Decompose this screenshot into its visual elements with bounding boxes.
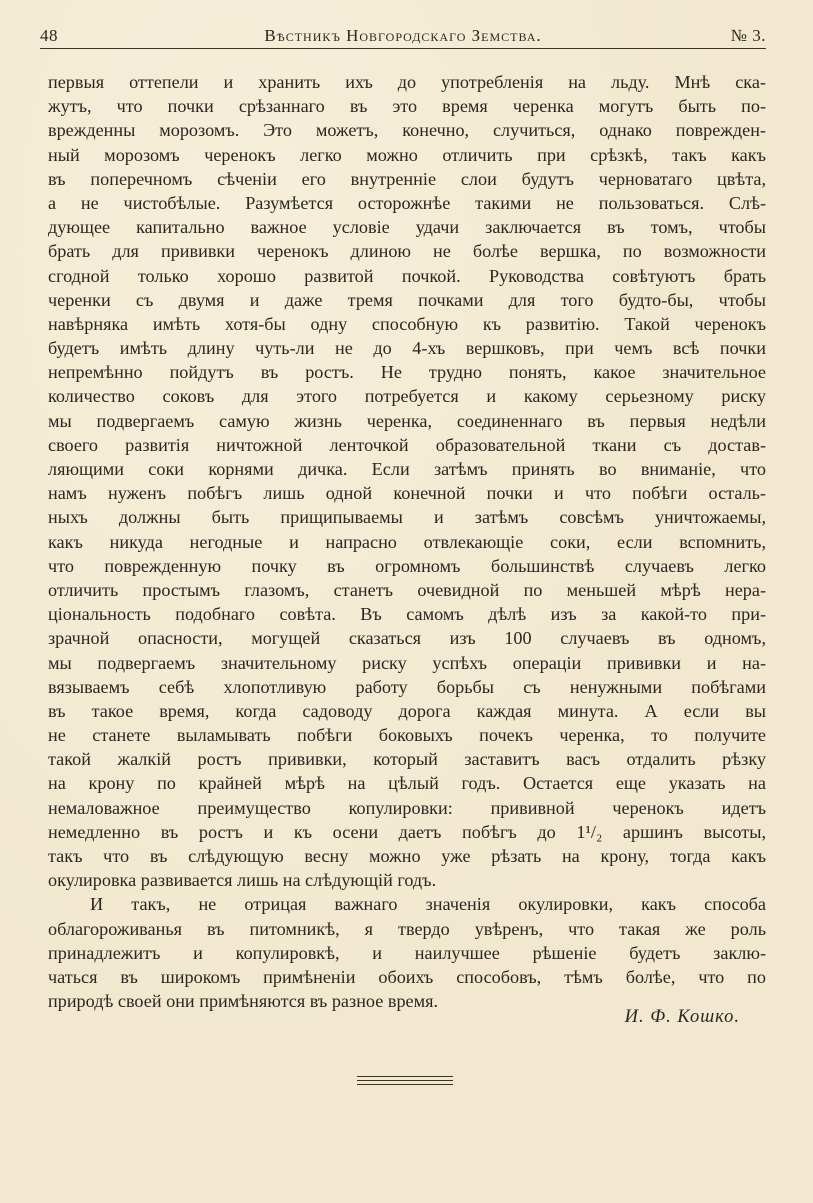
- text-line: ляющими соки корнями дичка. Если затѣмъ принять во вниманіе, что: [48, 459, 766, 479]
- text-line: жутъ, что почки срѣзаннаго въ это время черенка могутъ быть по-: [48, 96, 766, 117]
- issue-number: № 3.: [730, 26, 766, 45]
- text-line: принадлежитъ и копулировкѣ, и наилучшее рѣшеніе будетъ заклю-: [48, 942, 766, 963]
- text-line: сгодной только хорошо развитой почкой. Руководства совѣтуютъ брать: [48, 265, 766, 286]
- text-line: своего развитія ничтожной ленточкой образовательной ткани съ достав-: [48, 434, 766, 455]
- text-line: чаться въ широкомъ примѣненіи обоихъ способовъ, тѣмъ болѣе, что по: [48, 966, 766, 987]
- text-line: И такъ, не отрицая важнаго значенія окулировки, какъ способа: [90, 894, 766, 915]
- text-line: природѣ своей они примѣняются въ разное время.: [48, 991, 439, 1012]
- text-line: такой жалкій ростъ прививки, который заставитъ васъ отдалить рѣзку: [48, 749, 766, 770]
- text-line: непремѣнно пойдутъ въ ростъ. Не трудно понять, какое значительное: [48, 362, 766, 383]
- text-line: первыя оттепели и хранить ихъ до употребленія на льду. Мнѣ ска-: [48, 72, 766, 92]
- text-line: въ такое время, когда садоводу дорога каждая минута. А если вы: [48, 700, 766, 721]
- text-line: дующее капитально важное условіе удачи заключается въ томъ, чтобы: [48, 217, 766, 238]
- text-line: врежденны морозомъ. Это можетъ, конечно, случиться, однако поврежден-: [48, 120, 766, 141]
- text-line: вязываемъ себѣ хлопотливую работу борьбы съ ненужными побѣгами: [48, 676, 766, 697]
- end-rule: [357, 1080, 453, 1081]
- text-line: что поврежденную почку въ огромномъ большинствѣ случаевъ легко: [48, 555, 766, 576]
- text-line: черенки съ двумя и даже тремя почками для того будто-бы, чтобы: [48, 289, 766, 310]
- author-signature: И. Ф. Кошко.: [624, 1007, 740, 1027]
- text-line: намъ нуженъ побѣгъ лишь одной конечной почки и что побѣги осталь-: [48, 483, 766, 504]
- text-line: въ поперечномъ сѣченіи его внутренніе слои будутъ черноватаго цвѣта,: [48, 168, 766, 189]
- text-line: какъ никуда негодные и напрасно отвлекающіе соки, если вспомнить,: [48, 531, 766, 552]
- text-line: на крону по крайней мѣрѣ на цѣлый годъ. Остается еще указать на: [48, 773, 766, 794]
- header-rule: [40, 48, 766, 49]
- running-header: [40, 22, 766, 48]
- text-line: брать для прививки черенокъ длиною не болѣе вершка, по возможности: [48, 241, 766, 262]
- text-line: отличить простымъ глазомъ, станетъ очевидной по меньшей мѣрѣ нера-: [48, 579, 766, 600]
- page-number: 48: [40, 26, 58, 45]
- text-line: ный морозомъ черенокъ легко можно отличить при срѣзкѣ, такъ какъ: [48, 144, 766, 165]
- text-line: мы подвергаемъ самую жизнь черенка, соединеннаго въ первыя недѣли: [48, 410, 766, 431]
- text-line: ныхъ должны быть прищипываемы и затѣмъ совсѣмъ уничтожаемы,: [48, 507, 766, 528]
- text-line: будетъ имѣть длину чуть-ли не до 4-хъ вершковъ, при чемъ всѣ почки: [48, 338, 766, 359]
- text-line: ціональность подобнаго совѣта. Въ самомъ дѣлѣ изъ за какой-то при-: [48, 604, 766, 625]
- text-line: а не чистобѣлые. Разумѣется осторожнѣе такими не пользоваться. Слѣ-: [48, 192, 766, 213]
- text-line: немедленно въ ростъ и къ осени даетъ побѣгъ до 1¹/₂ аршинъ высоты,: [48, 821, 766, 842]
- text-line: немаловажное преимущество копулировки: прививной черенокъ идетъ: [48, 797, 766, 818]
- article-body: [48, 70, 766, 1013]
- text-line: не станете выламывать побѣги боковыхъ почекъ черенка, то получите: [48, 725, 766, 746]
- text-line: облагороживанья въ питомникѣ, я твердо увѣренъ, что такая же роль: [48, 918, 766, 939]
- end-rule: [357, 1084, 453, 1085]
- text-line: навѣрняка имѣть хотя-бы одну способную къ развитію. Такой черенокъ: [48, 313, 766, 334]
- end-rule: [357, 1076, 453, 1077]
- text-line: мы подвергаемъ значительному риску успѣхъ операціи прививки и на-: [48, 652, 766, 673]
- text-line: зрачной опасности, могущей сказаться изъ 100 случаевъ въ одномъ,: [48, 628, 766, 649]
- text-line: такъ что въ слѣдующую весну можно уже рѣзать на крону, тогда какъ: [48, 846, 766, 866]
- text-line: количество соковъ для этого потребуется и какому серьезному риску: [48, 386, 766, 407]
- journal-title: Вѣстникъ Новгородскаго Земства.: [264, 26, 542, 45]
- text-line: окулировка развивается лишь на слѣдующій годъ.: [48, 870, 437, 891]
